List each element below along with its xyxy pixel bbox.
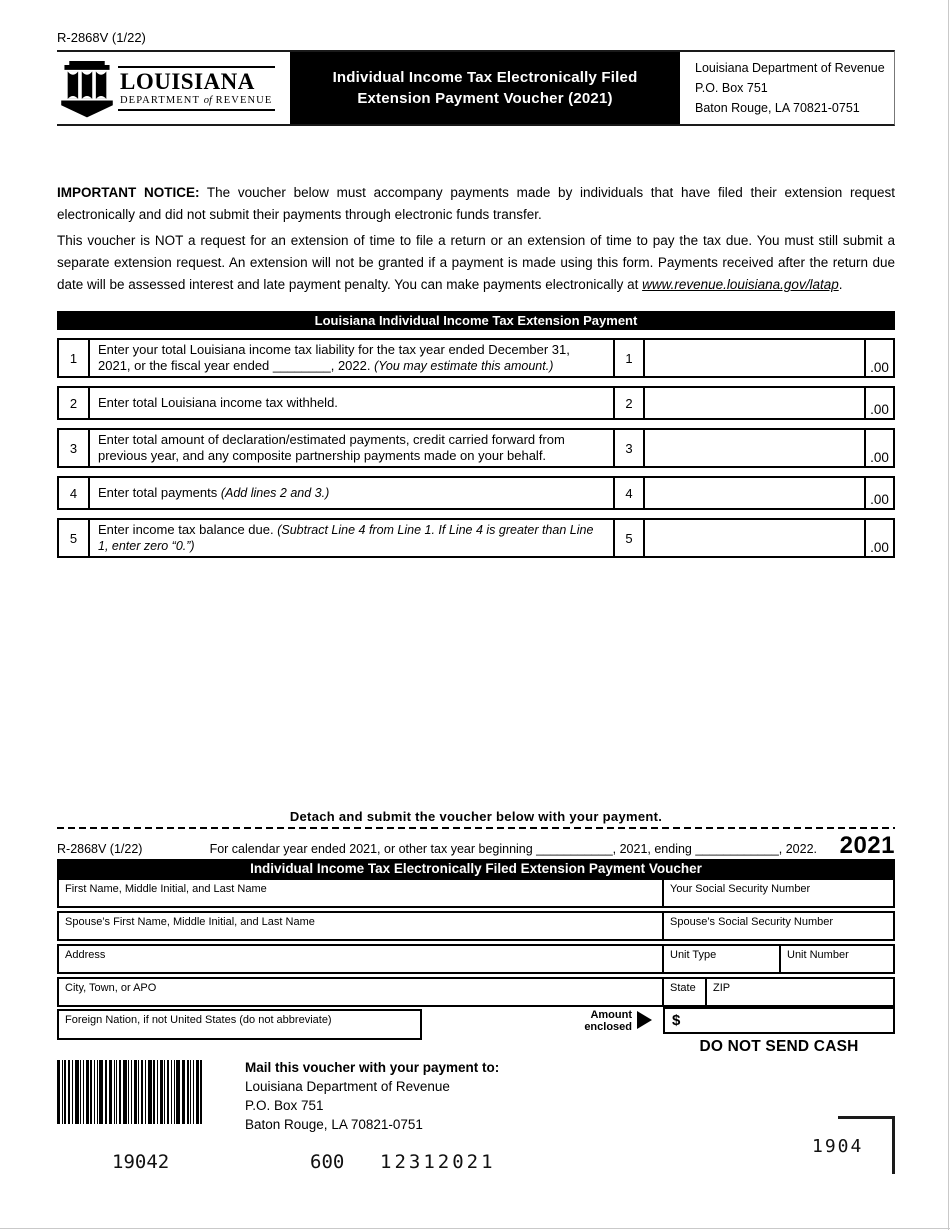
line-number: 5 (615, 520, 645, 556)
agency-address-line: Louisiana Department of Revenue (695, 61, 885, 75)
detach-instruction: Detach and submit the voucher below with your payment. (289, 809, 663, 824)
ssn-field[interactable]: Your Social Security Number (670, 883, 811, 895)
logo-dept-name: DEPARTMENT of REVENUE (120, 95, 273, 106)
cents-label: .00 (864, 478, 893, 508)
agency-address-line: Baton Rouge, LA 70821-0751 (695, 101, 860, 115)
line2-amount-box[interactable] (645, 388, 864, 418)
mail-address-line: Baton Rouge, LA 70821-0751 (245, 1117, 423, 1132)
line-number: 2 (59, 388, 90, 418)
line-number: 2 (615, 388, 645, 418)
unit-type-field[interactable]: Unit Type (664, 946, 781, 972)
mail-instructions (245, 1058, 499, 1134)
line-number: 5 (59, 520, 90, 556)
voucher-meta-row (57, 832, 895, 860)
form-header (57, 50, 895, 126)
dollar-sign: $ (672, 1012, 681, 1029)
spouse-name-field[interactable]: Spouse’s First Name, Middle Initial, and Last Name (59, 913, 664, 939)
logo-org-name: LOUISIANA (120, 69, 255, 94)
amount-enclosed-label: Amount enclosed (584, 1009, 632, 1033)
voucher-row-address (57, 944, 895, 974)
line-number: 4 (59, 478, 90, 508)
mail-address-line: P.O. Box 751 (245, 1098, 324, 1113)
extension-payment-table (57, 311, 895, 558)
cents-label: .00 (864, 340, 893, 376)
form-number: R-2868V (1/22) (57, 842, 143, 856)
corner-code: 1904 (812, 1136, 864, 1157)
table-row-line1 (57, 338, 895, 378)
table-row-line2 (57, 386, 895, 420)
voucher-disclaimer-paragraph: This voucher is NOT a request for an extension of time to file a return or an extension of time to pay the tax due. You must still submit a separate extension request. An extension will not be granted if a payment is made using this form. Payments received after the return due date will be assessed interest and late payment penalty. You can make payments electronically at www.revenue.louisiana.gov/latap. (57, 233, 895, 292)
cents-label: .00 (864, 520, 893, 556)
payment-table-header: Louisiana Individual Income Tax Extension Payment (57, 311, 895, 330)
line-number: 4 (615, 478, 645, 508)
important-notice-label: IMPORTANT NOTICE: (57, 185, 200, 200)
calendar-year-line: For calendar year ended 2021, or other tax year beginning ___________, 2021, ending ____________, 2022. (209, 842, 818, 856)
latap-payment-link[interactable]: www.revenue.louisiana.gov/latap (642, 277, 839, 292)
line1-amount-box[interactable] (645, 340, 864, 376)
first-name-field[interactable]: First Name, Middle Initial, and Last Name (59, 880, 664, 906)
table-row-line3 (57, 428, 895, 468)
form-title (290, 52, 680, 124)
city-field[interactable]: City, Town, or APO (59, 979, 664, 1005)
voucher-row-spouse (57, 911, 895, 941)
form-title-line2: Extension Payment Voucher (2021) (357, 90, 613, 107)
arrow-right-icon (637, 1011, 652, 1029)
page-edge (0, 1228, 950, 1229)
line-description: Enter your total Louisiana income tax liability for the tax year ended December 31, 2021, or the fiscal year ended ________, 2022. (You may estimate this amount.) (90, 340, 615, 376)
detach-dashed-line (57, 827, 895, 829)
line3-amount-box[interactable] (645, 430, 864, 466)
scanline-code-date: 12312021 (380, 1151, 496, 1173)
line-description: Enter total amount of declaration/estimated payments, credit carried forward from previous year, and any composite partnership payments made on your behalf. (90, 430, 615, 466)
spouse-ssn-field[interactable]: Spouse’s Social Security Number (670, 916, 834, 928)
line-number: 1 (615, 340, 645, 376)
agency-address-line: P.O. Box 751 (695, 81, 768, 95)
scanline-code-mid: 600 (310, 1151, 345, 1173)
line5-amount-box[interactable] (645, 520, 864, 556)
line4-amount-box[interactable] (645, 478, 864, 508)
form-title-line1: Individual Income Tax Electronically Filed (332, 69, 638, 86)
table-row-line4 (57, 476, 895, 510)
line-number: 3 (615, 430, 645, 466)
corner-mark-horizontal (838, 1116, 895, 1119)
voucher-row-name (57, 878, 895, 908)
voucher-row-city (57, 977, 895, 1007)
cents-label: .00 (864, 430, 893, 466)
line-number: 1 (59, 340, 90, 376)
address-field[interactable]: Address (59, 946, 664, 972)
line-description: Enter total payments (Add lines 2 and 3.) (90, 478, 615, 508)
state-field[interactable]: State (664, 979, 707, 1005)
important-notice-paragraph: IMPORTANT NOTICE: The voucher below must accompany payments made by individuals that have filed their extension request electronically and did not submit their payments through electronic funds transfer. (57, 185, 895, 222)
voucher-fields-table (57, 878, 895, 1007)
line-description: Enter total Louisiana income tax withheld. (90, 388, 615, 418)
line-description: Enter income tax balance due. (Subtract Line 4 from Line 1. If Line 4 is greater than Line 1, enter zero “0.”) (90, 520, 615, 556)
foreign-nation-field[interactable]: Foreign Nation, if not United States (do not abbreviate) (57, 1009, 422, 1040)
unit-number-field[interactable]: Unit Number (787, 949, 849, 961)
louisiana-dor-logo-icon (58, 61, 116, 124)
tax-year-badge: 2021 (839, 832, 895, 859)
scanline-code-left: 19042 (112, 1151, 170, 1173)
agency-address (694, 58, 885, 118)
table-row-line5 (57, 518, 895, 558)
mail-address-line: Louisiana Department of Revenue (245, 1079, 450, 1094)
voucher-banner: Individual Income Tax Electronically Filed Extension Payment Voucher (57, 859, 895, 878)
zip-field[interactable]: ZIP (713, 982, 731, 994)
louisiana-dor-logo-text (118, 66, 275, 111)
corner-mark-vertical (892, 1116, 895, 1174)
barcode (57, 1060, 203, 1124)
line-number: 3 (59, 430, 90, 466)
cents-label: .00 (864, 388, 893, 418)
amount-enclosed-input-box[interactable] (663, 1007, 895, 1034)
page-edge (948, 0, 949, 1230)
form-number: R-2868V (1/22) (57, 30, 146, 45)
mail-instructions-title: Mail this voucher with your payment to: (245, 1060, 500, 1075)
do-not-send-cash-warning: DO NOT SEND CASH (699, 1038, 859, 1055)
